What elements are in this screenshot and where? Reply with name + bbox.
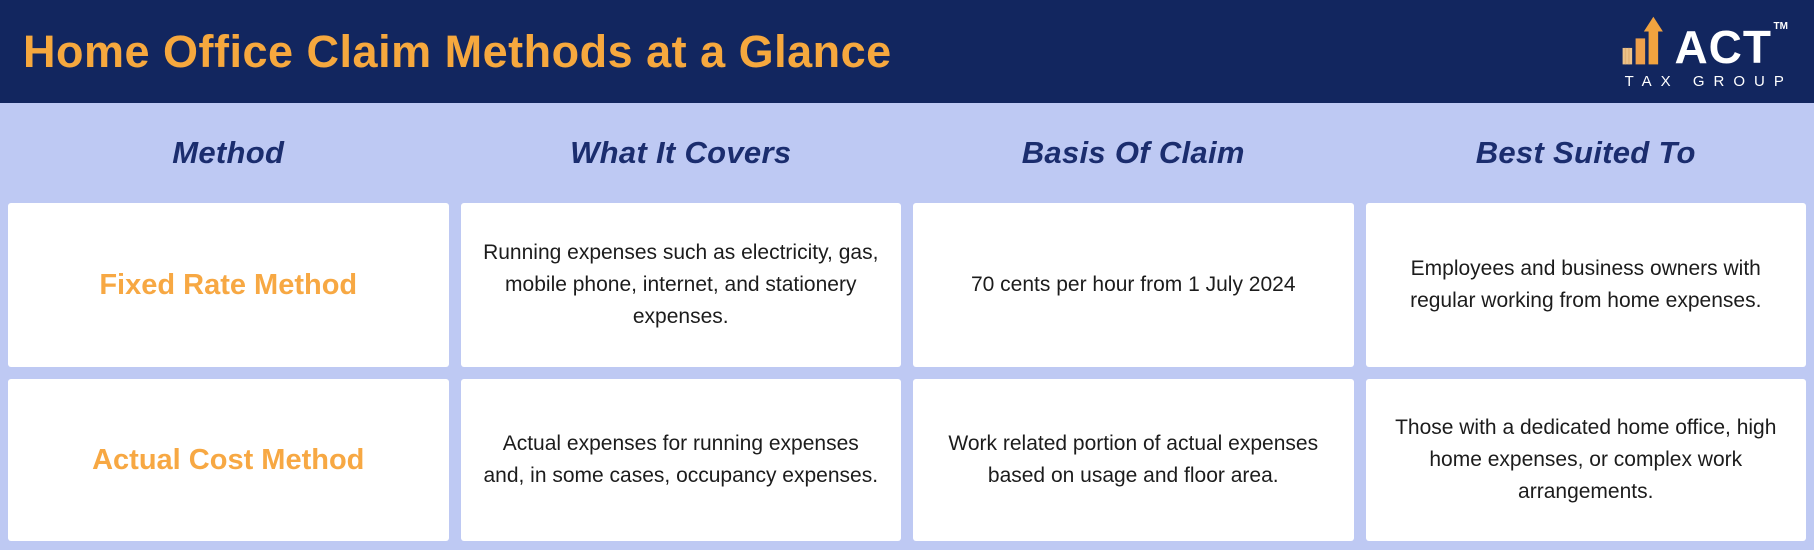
table-row-1-basis-cell — [913, 203, 1354, 367]
logo-tagline: TAX GROUP — [1624, 72, 1793, 90]
table-row-2-covers-cell — [461, 379, 902, 541]
method-name: Actual Cost Method — [92, 443, 365, 476]
table-row-1-best-suited-cell — [1366, 203, 1807, 367]
cell-text: 70 cents per hour from 1 July 2024 — [970, 273, 1296, 297]
table-row-2-best-suited-cell — [1366, 379, 1807, 541]
bar-chart-arrow-icon — [1620, 15, 1672, 67]
column-header-what-it-covers: What It Covers — [570, 135, 792, 170]
column-header-best-suited-to: Best Suited To — [1475, 135, 1696, 170]
header-banner — [0, 0, 1814, 103]
cell-text: Actual expenses for running expenses and, in some cases, occupancy expenses. — [483, 432, 879, 487]
act-tax-group-logo — [1620, 15, 1793, 90]
table-row-2-method-cell — [8, 379, 449, 541]
cell-text: Running expenses such as electricity, gas, mobile phone, internet, and stationery expenses. — [483, 241, 879, 328]
column-header-basis-of-claim: Basis Of Claim — [1021, 135, 1245, 170]
table-body — [0, 203, 1814, 550]
method-name: Fixed Rate Method — [99, 268, 358, 301]
table-row-2-basis-cell — [913, 379, 1354, 541]
table-column-headers — [0, 103, 1814, 203]
column-header-method: Method — [172, 135, 285, 170]
logo-brand-text: ACT TM — [1674, 20, 1788, 73]
cell-text: Those with a dedicated home office, high home expenses, or complex work arrangements. — [1395, 416, 1777, 503]
trademark-symbol: TM — [1773, 20, 1788, 32]
table-row-1-method-cell — [8, 203, 449, 367]
cell-text: Work related portion of actual expenses based on usage and floor area. — [948, 432, 1319, 487]
logo-row — [1620, 15, 1788, 73]
page-title: Home Office Claim Methods at a Glance — [23, 25, 892, 77]
cell-text: Employees and business owners with regular working from home expenses. — [1410, 257, 1762, 312]
table-row-1-covers-cell — [461, 203, 902, 367]
